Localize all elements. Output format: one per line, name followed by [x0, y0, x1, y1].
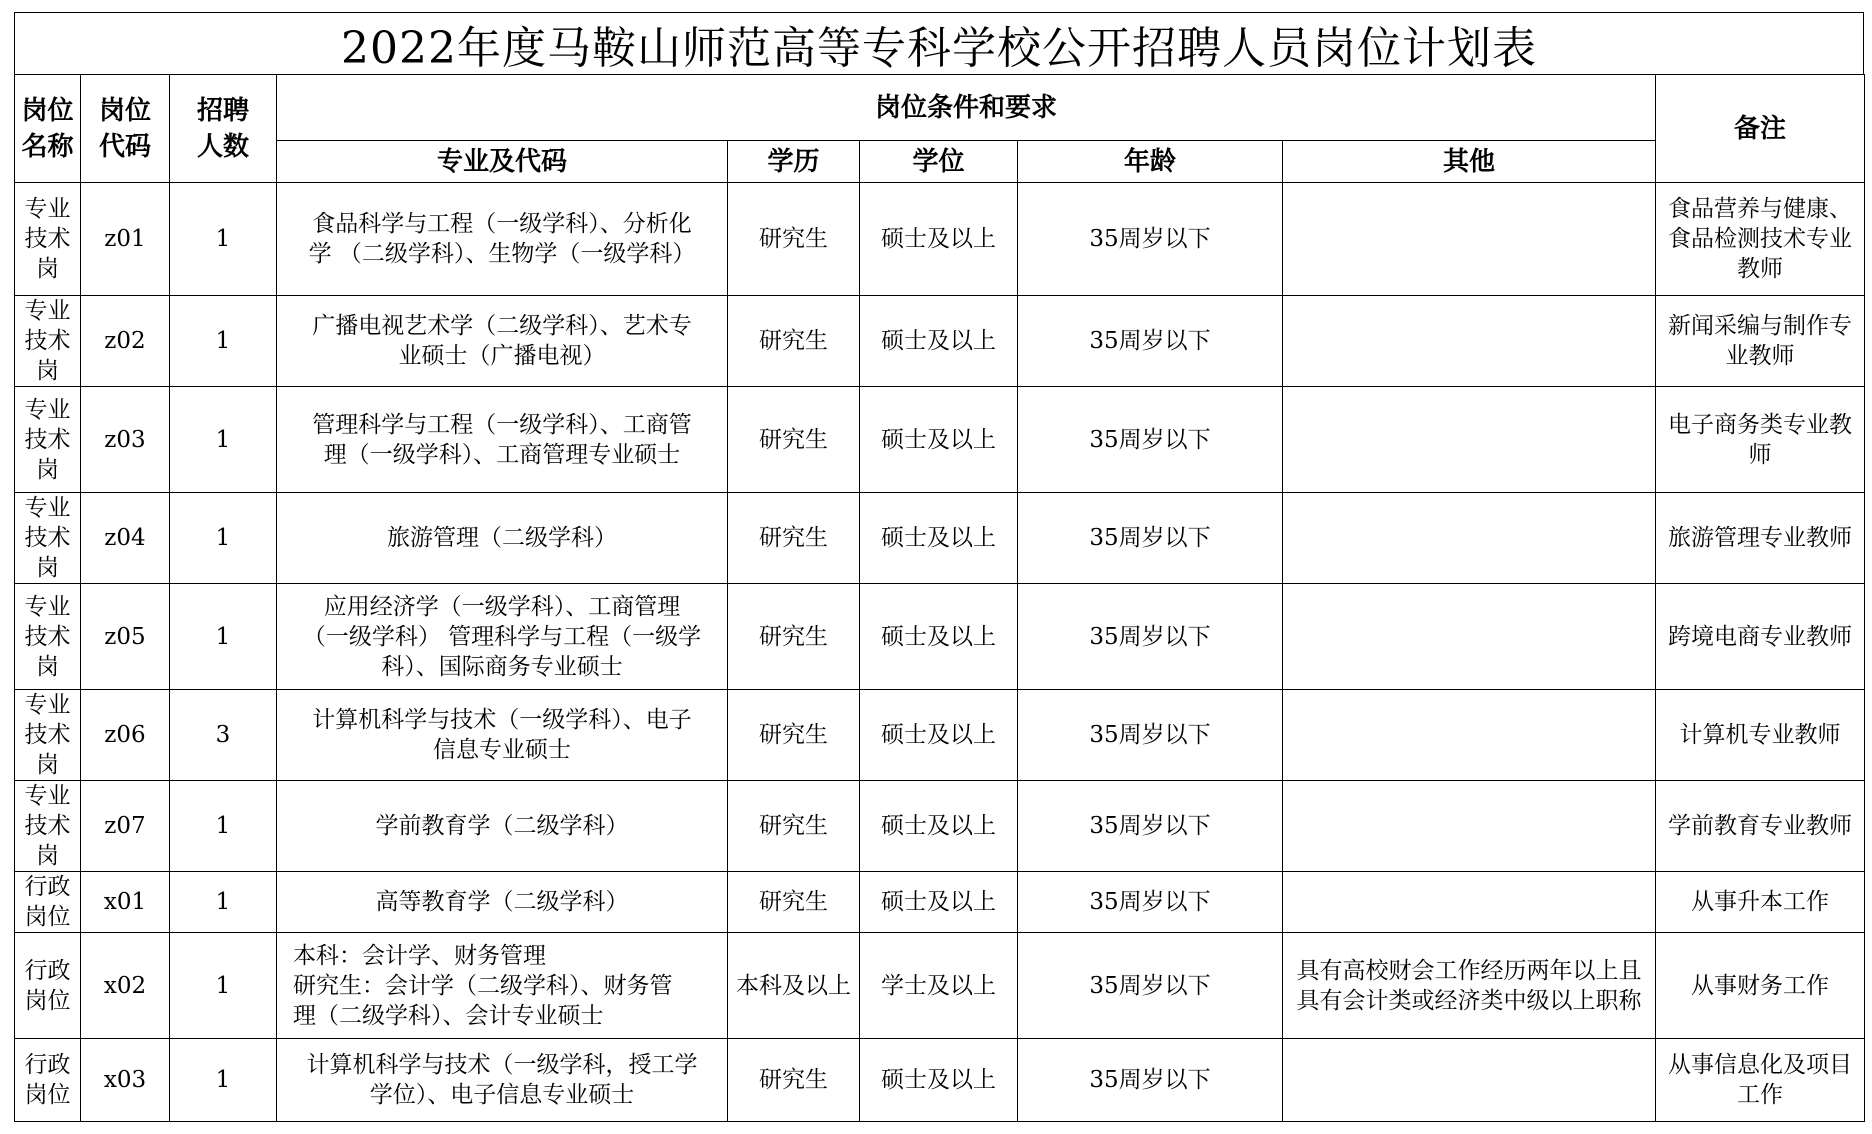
- header-remarks: 备注: [1656, 75, 1865, 183]
- header-count: 招聘 人数: [170, 75, 277, 183]
- cell-education: 研究生: [728, 872, 860, 933]
- cell-degree: 硕士及以上: [860, 296, 1018, 387]
- cell-major: 高等教育学（二级学科）: [277, 872, 728, 933]
- cell-post-name: 专业 技术 岗: [15, 690, 81, 781]
- cell-major: 计算机科学与技术（一级学科）、电子 信息专业硕士: [277, 690, 728, 781]
- cell-post-code: z06: [81, 690, 170, 781]
- cell-count: 1: [170, 387, 277, 493]
- cell-post-name: 专业 技术 岗: [15, 781, 81, 872]
- cell-degree: 硕士及以上: [860, 1039, 1018, 1122]
- cell-count: 1: [170, 493, 277, 584]
- spreadsheet: [14, 12, 1864, 1122]
- cell-education: 本科及以上: [728, 933, 860, 1039]
- cell-other: [1283, 690, 1656, 781]
- cell-count: 1: [170, 1039, 277, 1122]
- cell-age: 35周岁以下: [1018, 872, 1283, 933]
- cell-post-name: 专业 技术 岗: [15, 296, 81, 387]
- header-degree: 学位: [860, 141, 1018, 183]
- cell-count: 1: [170, 183, 277, 296]
- cell-post-code: x02: [81, 933, 170, 1039]
- recruitment-table: [14, 74, 1865, 1122]
- cell-post-code: z03: [81, 387, 170, 493]
- cell-education: 研究生: [728, 690, 860, 781]
- cell-remarks: 新闻采编与制作专 业教师: [1656, 296, 1865, 387]
- cell-count: 1: [170, 933, 277, 1039]
- cell-post-code: z07: [81, 781, 170, 872]
- header-age: 年龄: [1018, 141, 1283, 183]
- table-row: [15, 387, 1865, 493]
- cell-remarks: 从事升本工作: [1656, 872, 1865, 933]
- table-row: [15, 872, 1865, 933]
- cell-count: 3: [170, 690, 277, 781]
- cell-post-code: x01: [81, 872, 170, 933]
- cell-education: 研究生: [728, 493, 860, 584]
- cell-post-code: x03: [81, 1039, 170, 1122]
- cell-major: 应用经济学（一级学科）、工商管理 （一级学科） 管理科学与工程（一级学 科）、国际商务专业硕士: [277, 584, 728, 690]
- cell-degree: 硕士及以上: [860, 690, 1018, 781]
- header-major: 专业及代码: [277, 141, 728, 183]
- table-row: [15, 933, 1865, 1039]
- cell-post-name: 专业 技术 岗: [15, 493, 81, 584]
- cell-age: 35周岁以下: [1018, 296, 1283, 387]
- cell-major: 食品科学与工程（一级学科）、分析化 学 （二级学科）、生物学（一级学科）: [277, 183, 728, 296]
- cell-post-code: z02: [81, 296, 170, 387]
- cell-remarks: 跨境电商专业教师: [1656, 584, 1865, 690]
- header-post-code: 岗位 代码: [81, 75, 170, 183]
- cell-remarks: 旅游管理专业教师: [1656, 493, 1865, 584]
- cell-other: [1283, 296, 1656, 387]
- cell-education: 研究生: [728, 584, 860, 690]
- cell-age: 35周岁以下: [1018, 493, 1283, 584]
- cell-other: [1283, 387, 1656, 493]
- cell-remarks: 学前教育专业教师: [1656, 781, 1865, 872]
- cell-count: 1: [170, 296, 277, 387]
- cell-other: [1283, 781, 1656, 872]
- cell-other: [1283, 493, 1656, 584]
- cell-remarks: 计算机专业教师: [1656, 690, 1865, 781]
- cell-education: 研究生: [728, 1039, 860, 1122]
- cell-education: 研究生: [728, 296, 860, 387]
- table-row: [15, 493, 1865, 584]
- cell-age: 35周岁以下: [1018, 387, 1283, 493]
- cell-degree: 硕士及以上: [860, 781, 1018, 872]
- cell-education: 研究生: [728, 387, 860, 493]
- cell-remarks: 从事财务工作: [1656, 933, 1865, 1039]
- cell-education: 研究生: [728, 781, 860, 872]
- table-row: [15, 296, 1865, 387]
- cell-post-name: 行政 岗位: [15, 872, 81, 933]
- cell-age: 35周岁以下: [1018, 183, 1283, 296]
- table-row: [15, 781, 1865, 872]
- cell-age: 35周岁以下: [1018, 933, 1283, 1039]
- cell-degree: 硕士及以上: [860, 493, 1018, 584]
- cell-degree: 硕士及以上: [860, 872, 1018, 933]
- cell-major: 管理科学与工程（一级学科）、工商管 理（一级学科）、工商管理专业硕士: [277, 387, 728, 493]
- cell-major: 本科：会计学、财务管理 研究生：会计学（二级学科）、财务管 理（二级学科）、会计专业硕士: [277, 933, 728, 1039]
- cell-degree: 硕士及以上: [860, 183, 1018, 296]
- cell-other: [1283, 1039, 1656, 1122]
- cell-major: 广播电视艺术学（二级学科）、艺术专 业硕士（广播电视）: [277, 296, 728, 387]
- cell-age: 35周岁以下: [1018, 1039, 1283, 1122]
- cell-post-name: 专业 技术 岗: [15, 183, 81, 296]
- header-other: 其他: [1283, 141, 1656, 183]
- cell-other: [1283, 872, 1656, 933]
- table-row: [15, 183, 1865, 296]
- table-row: [15, 690, 1865, 781]
- cell-remarks: 从事信息化及项目 工作: [1656, 1039, 1865, 1122]
- table-row: [15, 584, 1865, 690]
- cell-major: 学前教育学（二级学科）: [277, 781, 728, 872]
- cell-post-code: z05: [81, 584, 170, 690]
- cell-count: 1: [170, 781, 277, 872]
- cell-major: 计算机科学与技术（一级学科，授工学 学位）、电子信息专业硕士: [277, 1039, 728, 1122]
- header-conditions: 岗位条件和要求: [277, 75, 1656, 141]
- cell-other: [1283, 584, 1656, 690]
- cell-degree: 硕士及以上: [860, 387, 1018, 493]
- cell-other: [1283, 183, 1656, 296]
- cell-education: 研究生: [728, 183, 860, 296]
- cell-post-code: z04: [81, 493, 170, 584]
- cell-age: 35周岁以下: [1018, 584, 1283, 690]
- header-post-name: 岗位 名称: [15, 75, 81, 183]
- cell-degree: 硕士及以上: [860, 584, 1018, 690]
- cell-major: 旅游管理（二级学科）: [277, 493, 728, 584]
- cell-count: 1: [170, 584, 277, 690]
- cell-post-name: 专业 技术 岗: [15, 584, 81, 690]
- cell-post-code: z01: [81, 183, 170, 296]
- page-title: 2022年度马鞍山师范高等专科学校公开招聘人员岗位计划表: [14, 12, 1864, 74]
- cell-count: 1: [170, 872, 277, 933]
- cell-age: 35周岁以下: [1018, 781, 1283, 872]
- cell-post-name: 专业 技术 岗: [15, 387, 81, 493]
- cell-post-name: 行政 岗位: [15, 933, 81, 1039]
- table-row: [15, 1039, 1865, 1122]
- cell-remarks: 电子商务类专业教 师: [1656, 387, 1865, 493]
- cell-degree: 学士及以上: [860, 933, 1018, 1039]
- cell-age: 35周岁以下: [1018, 690, 1283, 781]
- cell-remarks: 食品营养与健康、 食品检测技术专业 教师: [1656, 183, 1865, 296]
- cell-post-name: 行政 岗位: [15, 1039, 81, 1122]
- header-education: 学历: [728, 141, 860, 183]
- cell-other: 具有高校财会工作经历两年以上且 具有会计类或经济类中级以上职称: [1283, 933, 1656, 1039]
